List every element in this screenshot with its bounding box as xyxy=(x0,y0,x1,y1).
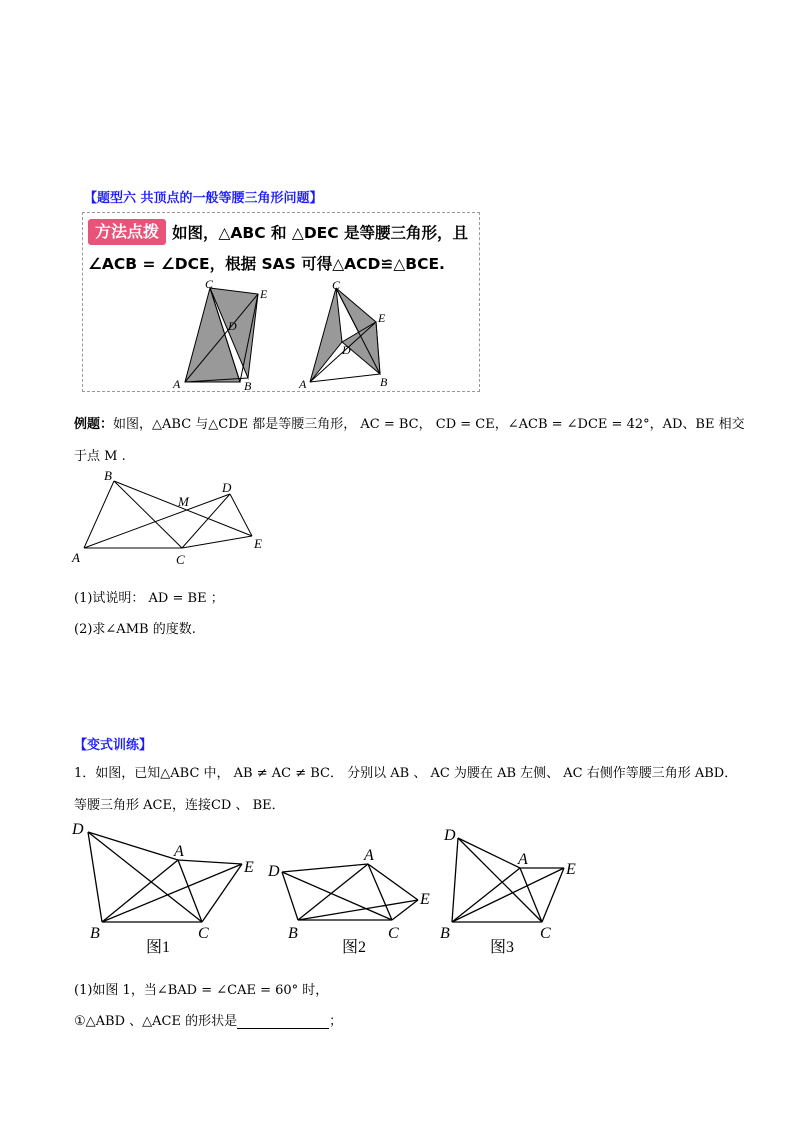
type-heading: 【题型六 共顶点的一般等腰三角形问题】 xyxy=(84,191,323,206)
variant-heading: 【变式训练】 xyxy=(74,738,153,753)
figure-2 xyxy=(262,838,442,958)
label-C: C xyxy=(198,925,209,942)
label-A: A xyxy=(173,377,181,391)
label-D: D xyxy=(228,319,237,333)
figure-1 xyxy=(66,818,266,958)
label-A: A xyxy=(518,851,528,868)
label-E: E xyxy=(254,536,262,551)
example-body: 如图，△ABC 与△CDE 都是等腰三角形， AC = BC， CD = CE，∠ACB = ∠DCE = 42°，AD、BE 相交 xyxy=(113,417,745,432)
label-D: D xyxy=(342,343,351,357)
method-figure-left xyxy=(170,278,280,392)
label-B: B xyxy=(244,379,252,392)
label-D: D xyxy=(222,480,232,495)
figure-3-caption: 图3 xyxy=(490,939,515,956)
figure-2-caption: 图2 xyxy=(342,939,367,956)
label-E: E xyxy=(244,859,254,876)
method-line-2: ∠ACB = ∠DCE，根据 SAS 可得△ACD≌△BCE. xyxy=(88,255,445,273)
example-text-1 xyxy=(74,413,745,432)
question-2-suffix: ； xyxy=(329,1014,343,1029)
label-A: A xyxy=(364,847,374,864)
question-2-prefix: ①△ABD 、△ACE 的形状是 xyxy=(74,1014,238,1029)
exercise-text-1: 1．如图，已知△ABC 中， AB ≠ AC ≠ BC． 分别以 AB 、 AC 为腰在 AB 左侧、 AC 右侧作等腰三角形 ABD． xyxy=(74,766,738,781)
label-D: D xyxy=(444,827,456,844)
label-C: C xyxy=(388,925,399,942)
label-E: E xyxy=(378,311,386,325)
example-figure xyxy=(70,466,280,570)
label-A: A xyxy=(299,377,307,391)
method-line-1: 如图，△ABC 和 △DEC 是等腰三角形，且 xyxy=(172,224,469,242)
method-badge: 方法点拨 xyxy=(88,219,166,245)
label-B: B xyxy=(104,468,112,483)
label-C: C xyxy=(332,278,341,292)
label-B: B xyxy=(440,925,450,942)
label-E: E xyxy=(566,861,576,878)
label-A: A xyxy=(72,550,80,565)
label-C: C xyxy=(176,552,185,567)
label-D: D xyxy=(268,863,280,880)
exercise-text-2: 等腰三角形 ACE，连接CD 、 BE． xyxy=(74,798,285,813)
label-C: C xyxy=(540,925,551,942)
label-B: B xyxy=(380,375,388,389)
example-text-2: 于点 M . xyxy=(74,449,126,464)
label-C: C xyxy=(205,278,214,291)
method-figure-right xyxy=(296,278,406,392)
label-E: E xyxy=(420,891,430,908)
answer-blank[interactable] xyxy=(237,1016,329,1029)
figure-1-caption: 图1 xyxy=(146,939,171,956)
label-A: A xyxy=(174,843,184,860)
exercise-question-2 xyxy=(74,1010,342,1029)
example-question-1: (1)试说明： AD = BE ； xyxy=(74,591,224,606)
label-B: B xyxy=(90,925,100,942)
label-D: D xyxy=(72,821,84,838)
label-E: E xyxy=(260,287,268,301)
exercise-question-1: (1)如图 1，当∠BAD = ∠CAE = 60° 时， xyxy=(74,983,329,998)
label-M: M xyxy=(178,494,189,509)
example-label: 例题： xyxy=(74,417,114,432)
label-B: B xyxy=(288,925,298,942)
example-question-2: (2)求∠AMB 的度数. xyxy=(74,622,196,637)
figure-3 xyxy=(432,818,592,958)
